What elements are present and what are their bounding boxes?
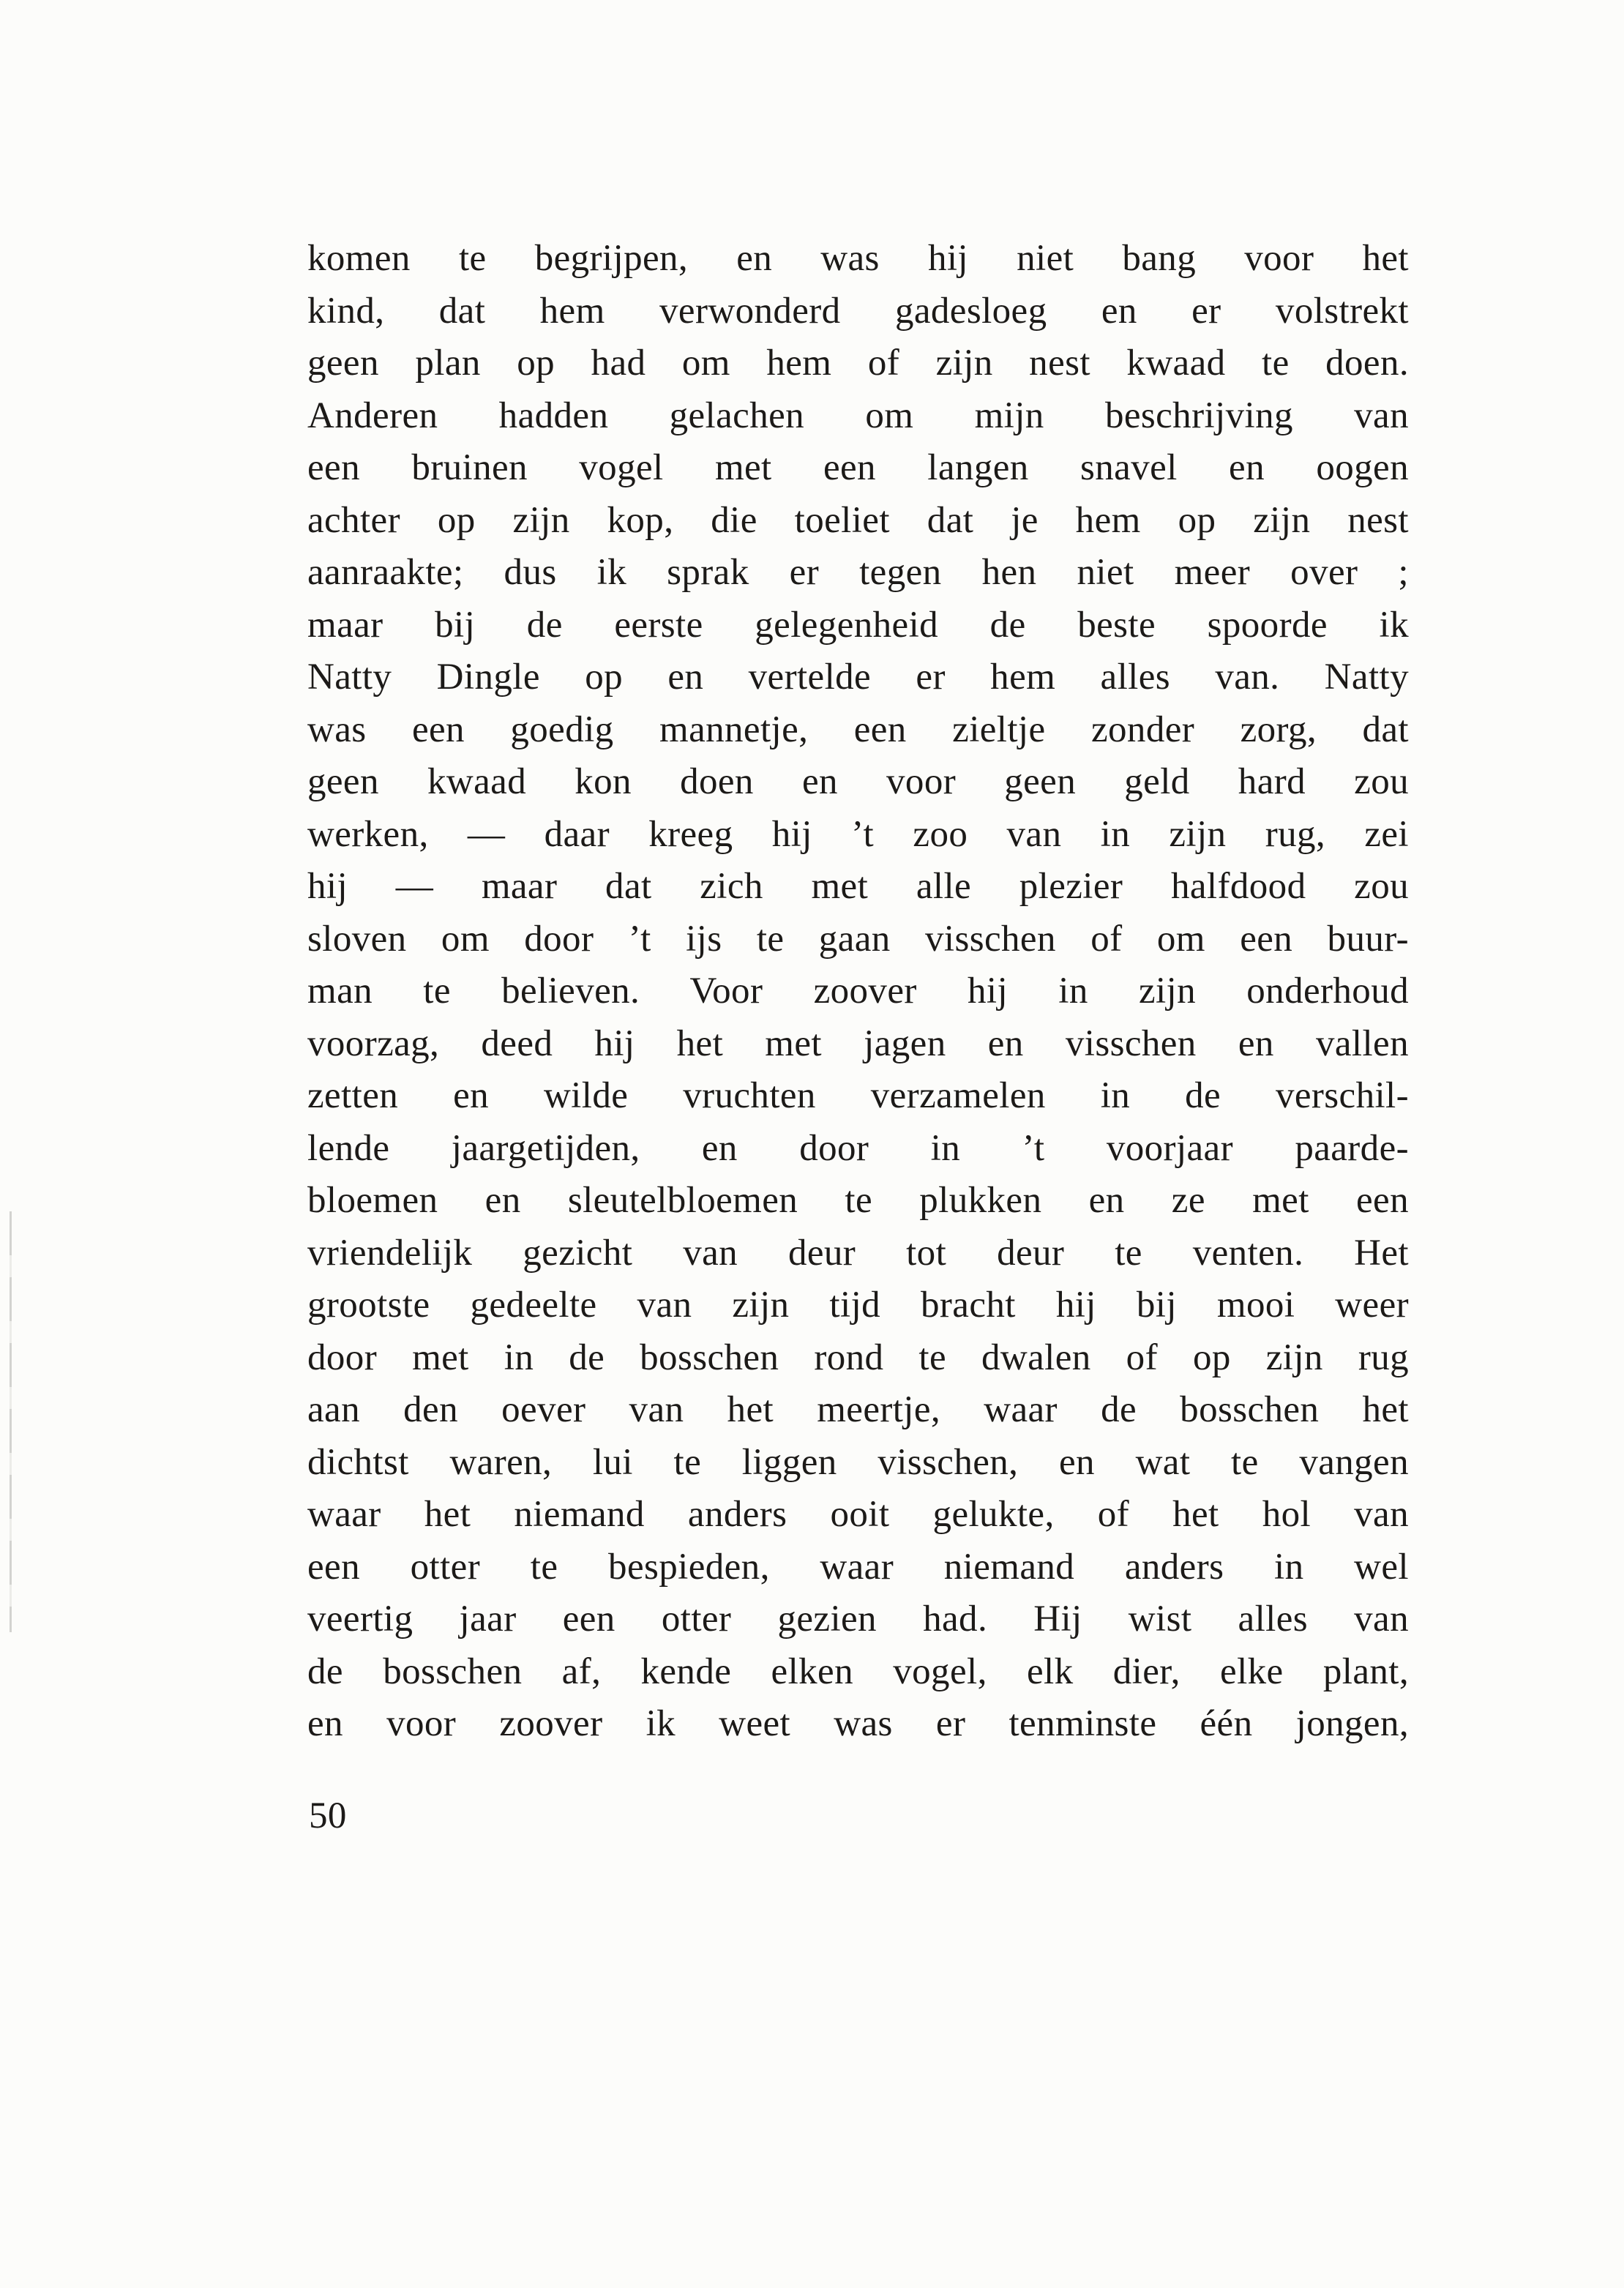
text-line: hij — maar dat zich met alle plezier halfdood zou [307,866,1409,907]
text-line: geen plan op had om hem of zijn nest kwaad te doen. [307,343,1409,384]
text-line: zetten en wilde vruchten verzamelen in de verschil- [307,1075,1409,1116]
text-line: veertig jaar een otter gezien had. Hij wist alles van [307,1599,1409,1640]
text-line: een otter te bespieden, waar niemand anders in wel [307,1546,1409,1588]
text-line: Anderen hadden gelachen om mijn beschrijving van [307,395,1409,436]
text-line: geen kwaad kon doen en voor geen geld hard zou [307,761,1409,802]
text-line: waar het niemand anders ooit gelukte, of het hol van [307,1494,1409,1535]
text-line: een bruinen vogel met een langen snavel en oogen [307,447,1409,488]
text-line: aanraakte; dus ik sprak er tegen hen niet meer over ; [307,552,1409,593]
text-line: sloven om door ’t ijs te gaan visschen of om een buur- [307,918,1409,960]
body-text [307,233,1409,1751]
text-line: man te believen. Voor zoover hij in zijn onderhoud [307,971,1409,1012]
text-line: lende jaargetijden, en door in ’t voorjaar paarde- [307,1127,1409,1169]
text-line: door met in de bosschen rond te dwalen of op zijn rug [307,1336,1409,1378]
scan-edge-artifact [10,1211,12,1632]
text-line: bloemen en sleutelbloemen te plukken en ze met een [307,1180,1409,1221]
text-line: voorzag, deed hij het met jagen en visschen en vallen [307,1023,1409,1064]
text-line: werken, — daar kreeg hij ’t zoo van in zijn rug, zei [307,813,1409,855]
page-number: 50 [309,1795,347,1836]
text-line: dichtst waren, lui te liggen visschen, en wat te vangen [307,1441,1409,1483]
text-line: kind, dat hem verwonderd gadesloeg en er volstrekt [307,290,1409,332]
text-line: aan den oever van het meertje, waar de bosschen het [307,1389,1409,1430]
text-line: was een goedig mannetje, een zieltje zonder zorg, dat [307,709,1409,750]
text-line: maar bij de eerste gelegenheid de beste spoorde ik [307,604,1409,646]
text-line: komen te begrijpen, en was hij niet bang voor het [307,238,1409,279]
text-line: Natty Dingle op en vertelde er hem alles van. Natty [307,657,1409,698]
text-line: achter op zijn kop, die toeliet dat je hem op zijn nest [307,499,1409,541]
text-line: de bosschen af, kende elken vogel, elk dier, elke plant, [307,1650,1409,1692]
text-line: grootste gedeelte van zijn tijd bracht hij bij mooi weer [307,1285,1409,1326]
text-line: vriendelijk gezicht van deur tot deur te venten. Het [307,1232,1409,1274]
text-line: en voor zoover ik weet was er tenminste één jongen, [307,1703,1409,1744]
